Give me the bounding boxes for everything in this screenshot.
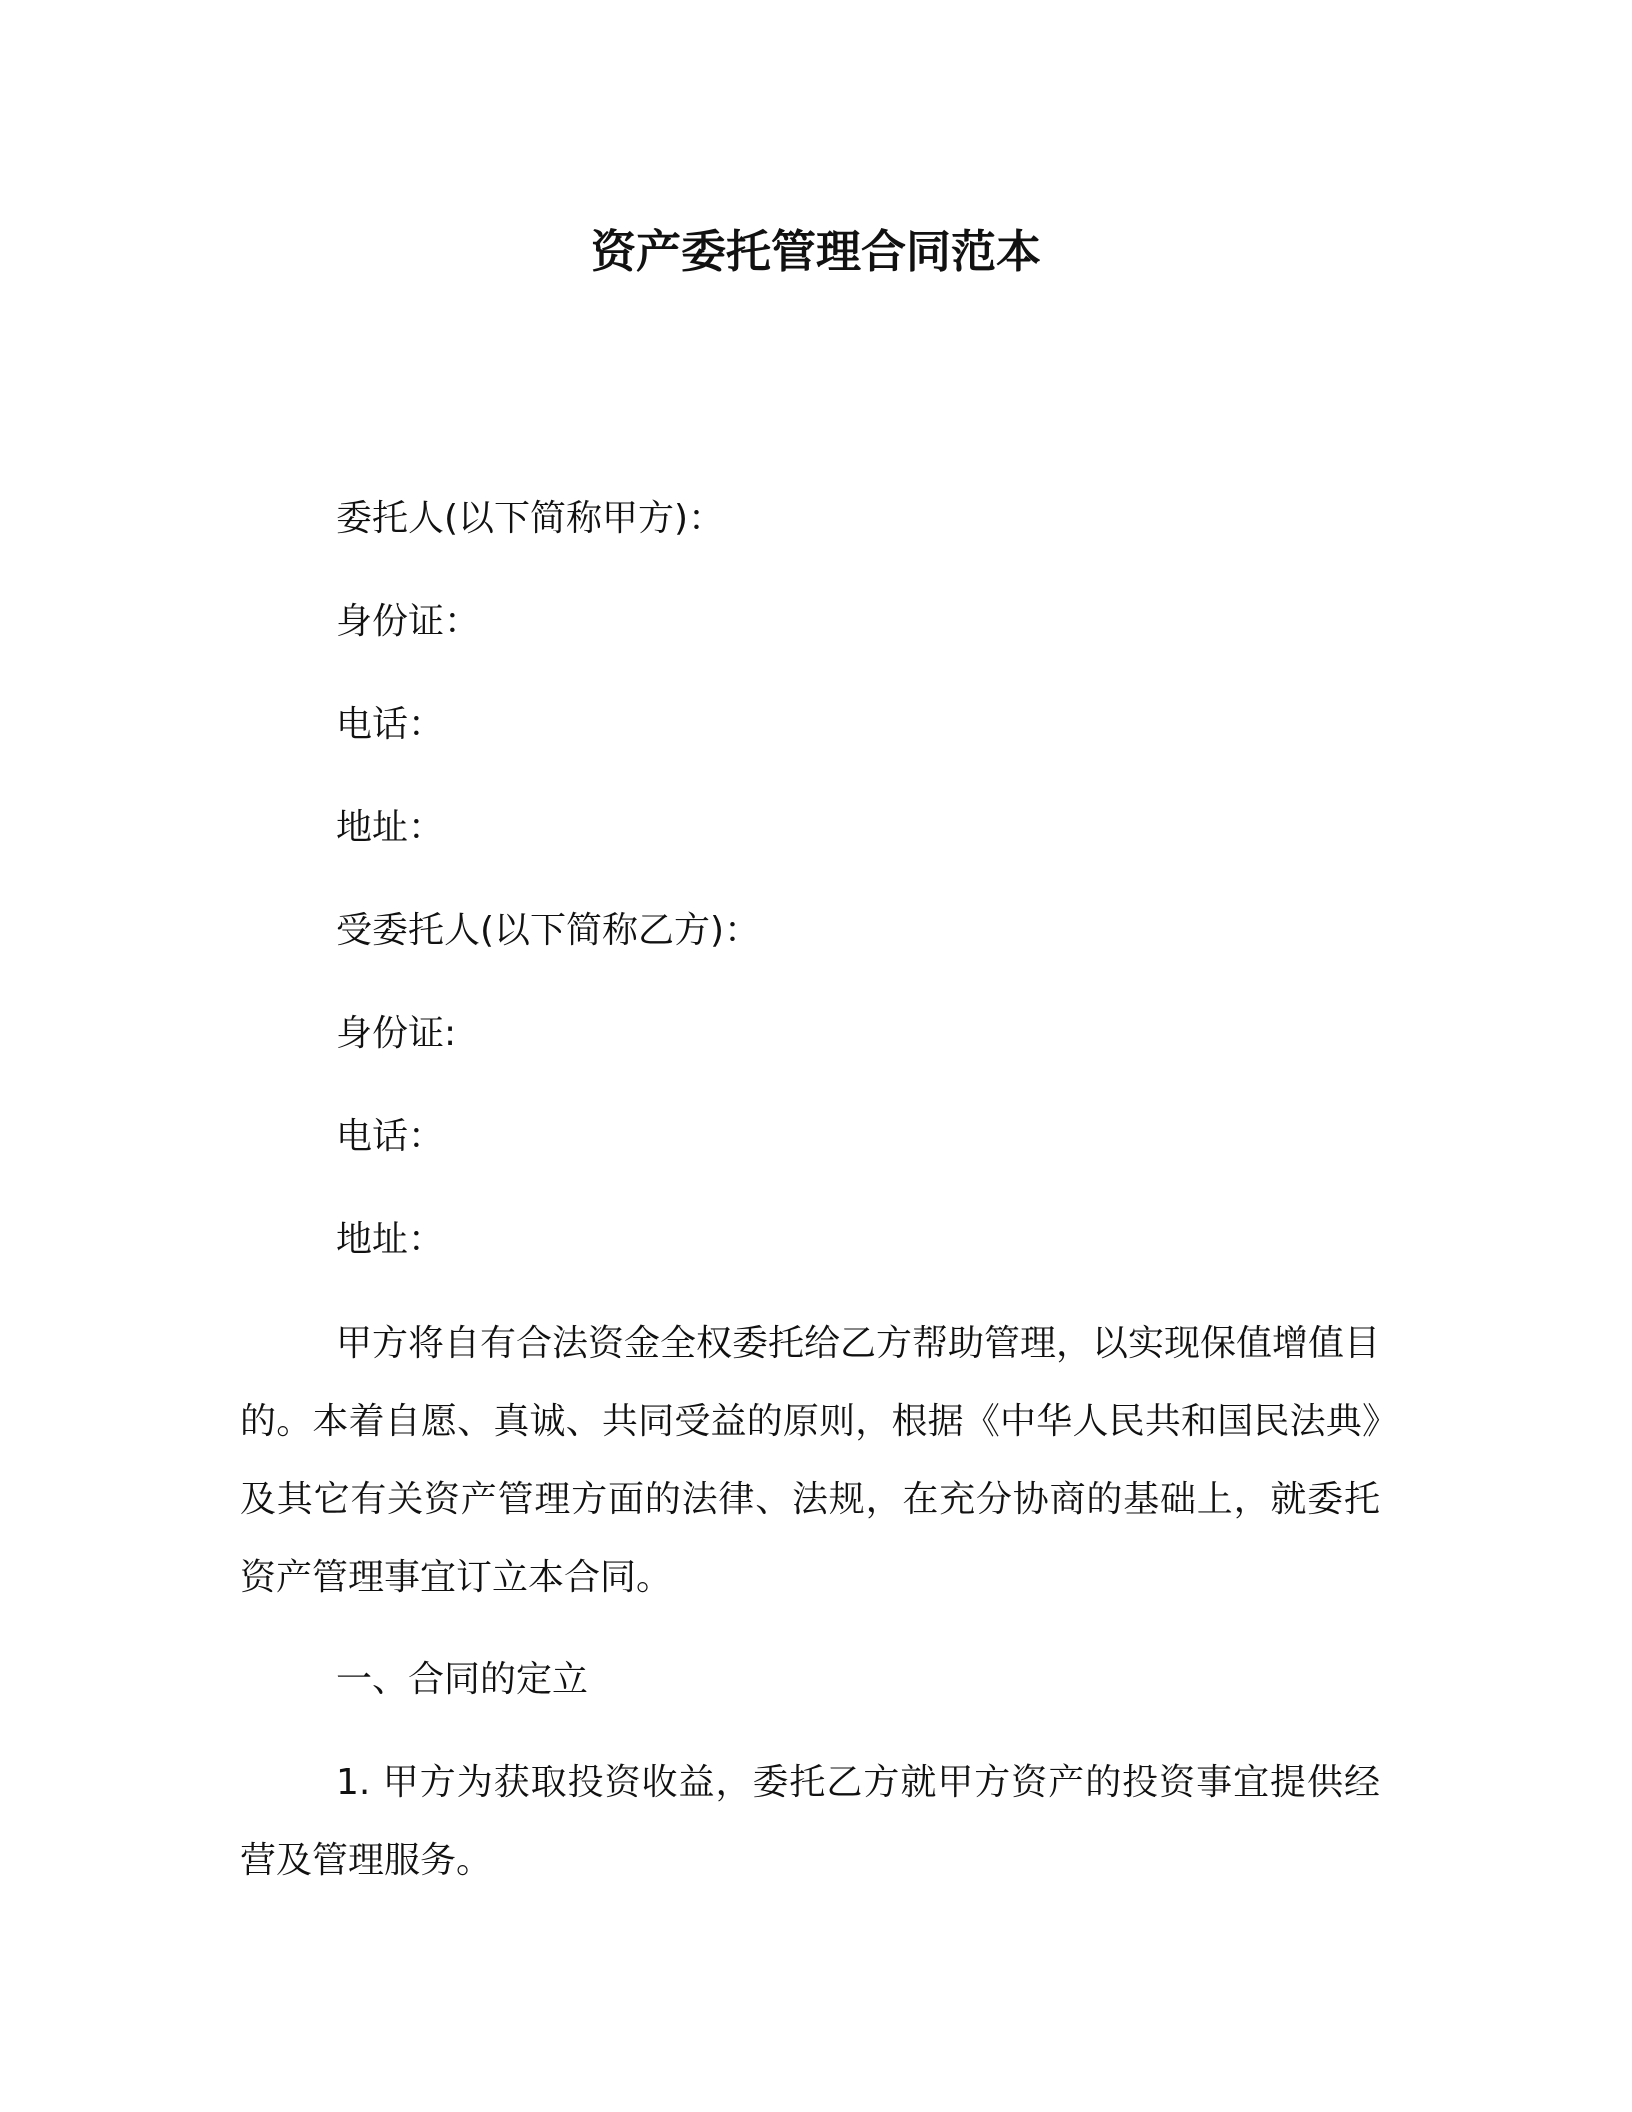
party-b-address-label: 地址： bbox=[336, 1219, 445, 1260]
preamble-paragraph: 甲方将自有合法资金全权委托给乙方帮助管理，以实现保值增值目的。本着自愿、真诚、共同受益的原则，根据《中华人民共和国民法典》及其它有关资产管理方面的法律、法规，在充分协商的基础上，就委托资产管理事宜订立本合同。 bbox=[240, 1323, 1381, 1598]
party-b-name-label: 受委托人(以下简称乙方)： bbox=[336, 910, 761, 951]
document-title: 资产委托管理合同范本 bbox=[590, 225, 1041, 278]
party-b-phone-label: 电话： bbox=[336, 1116, 445, 1157]
party-a-id-label: 身份证： bbox=[336, 601, 481, 642]
party-a-name-label: 委托人(以下简称甲方)： bbox=[336, 498, 725, 539]
clause-1-paragraph: 1. 甲方为获取投资收益，委托乙方就甲方资产的投资事宜提供经营及管理服务。 bbox=[240, 1762, 1380, 1881]
party-a-phone-label: 电话： bbox=[336, 704, 445, 745]
party-a-address-label: 地址： bbox=[336, 807, 445, 848]
section-1-heading: 一、合同的定立 bbox=[336, 1659, 589, 1700]
party-b-id-label: 身份证: bbox=[336, 1013, 457, 1054]
